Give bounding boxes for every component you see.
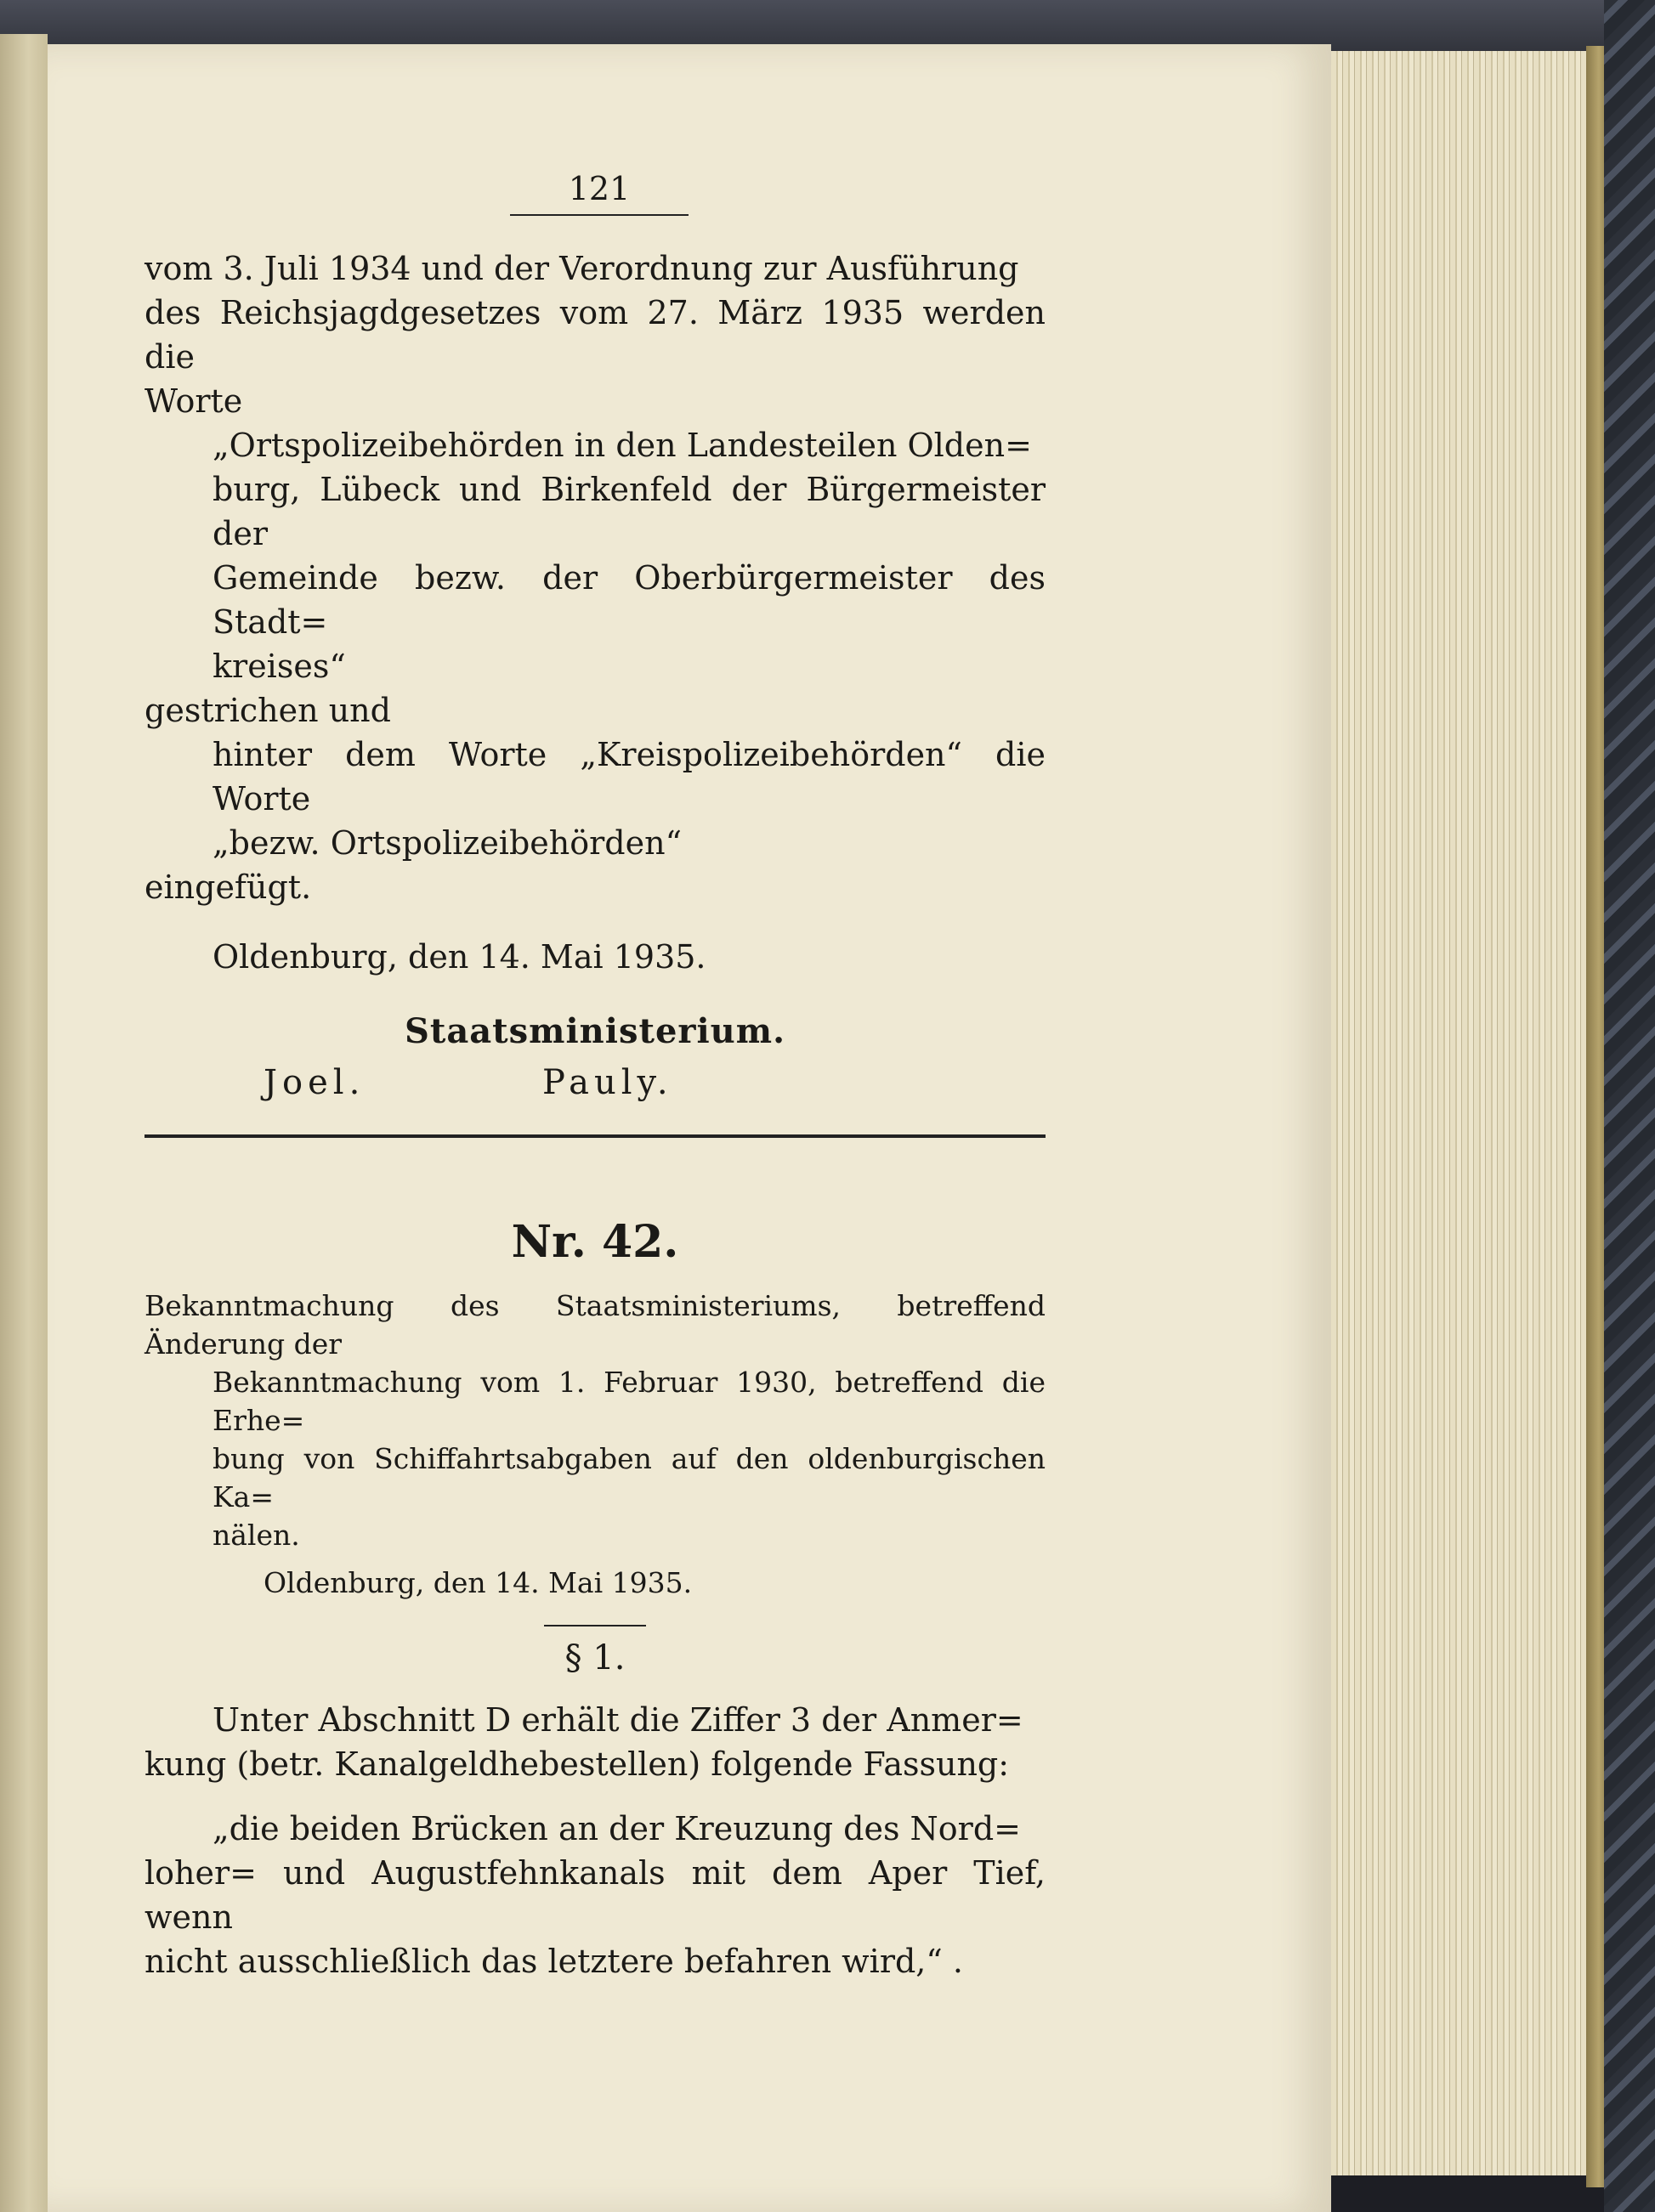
date-line: Oldenburg, den 14. Mai 1935. (213, 938, 706, 976)
text-line: „Ortspolizeibehörden in den Landesteilen Olden= (213, 427, 1032, 464)
text-line: Worte (145, 382, 243, 420)
signatory-pauly: Pauly. (542, 1063, 673, 1102)
quoted-passage (145, 423, 1046, 688)
section-body (145, 1698, 1046, 1786)
book-cover-right (1604, 0, 1655, 2212)
text-line: kreises“ (213, 648, 346, 685)
text-line: Gemeinde bezw. der Oberbürgermeister des Stadt= (213, 559, 1046, 641)
intro-paragraph (145, 246, 1046, 423)
text-line: „bezw. Ortspolizeibehörden“ (213, 824, 683, 862)
page-stack-edges (1331, 51, 1610, 2175)
text-line: des Reichsjagdgesetzes vom 27. März 1935 werden die (145, 294, 1046, 376)
text-line: nicht ausschließlich das letztere befahren wird,“ . (145, 1943, 963, 1980)
text-line: Unter Abschnitt D erhält die Ziffer 3 der Anmer= (213, 1701, 1023, 1739)
insert-passage (145, 733, 1046, 865)
text-line: burg, Lübeck und Birkenfeld der Bürgermeister der (213, 471, 1046, 552)
page-header (247, 170, 952, 216)
short-rule (544, 1625, 646, 1626)
facing-page-edge (0, 34, 48, 2212)
announcement-title (145, 1287, 1046, 1554)
text-line: hinter dem Worte „Kreispolizeibehörden“ die Worte (213, 736, 1046, 817)
inserted-line: eingefügt. (145, 868, 312, 906)
section-heading: § 1. (564, 1638, 626, 1677)
text-line: nälen. (213, 1519, 300, 1552)
text-line: Bekanntmachung des Staatsministeriums, betreffend Änderung der (145, 1289, 1046, 1361)
text-line: bung von Schiffahrtsabgaben auf den oldenburgischen Ka= (213, 1442, 1046, 1513)
announcement-date: Oldenburg, den 14. Mai 1935. (264, 1566, 693, 1599)
text-line: „die beiden Brücken an der Kreuzung des Nord= (213, 1810, 1021, 1847)
text-line: vom 3. Juli 1934 und der Verordnung zur Ausführung (145, 250, 1019, 287)
header-rule (510, 214, 689, 216)
text-line: Bekanntmachung vom 1. Februar 1930, betreffend die Erhe= (213, 1366, 1046, 1437)
signatory-joel: Joel. (264, 1063, 366, 1102)
text-line: loher= und Augustfehnkanals mit dem Aper Tief, wenn (145, 1854, 1046, 1936)
struck-line: gestrichen und (145, 692, 391, 729)
number-heading: Nr. 42. (511, 1216, 679, 1268)
page-number: 121 (568, 170, 631, 207)
amended-text (145, 1807, 1046, 1983)
section-divider (145, 1134, 1046, 1138)
signatures (145, 1063, 1046, 1102)
ministry-heading: Staatsministerium. (404, 1011, 786, 1051)
text-line: kung (betr. Kanalgeldhebestellen) folgende Fassung: (145, 1745, 1010, 1783)
page-content (145, 170, 1046, 1983)
